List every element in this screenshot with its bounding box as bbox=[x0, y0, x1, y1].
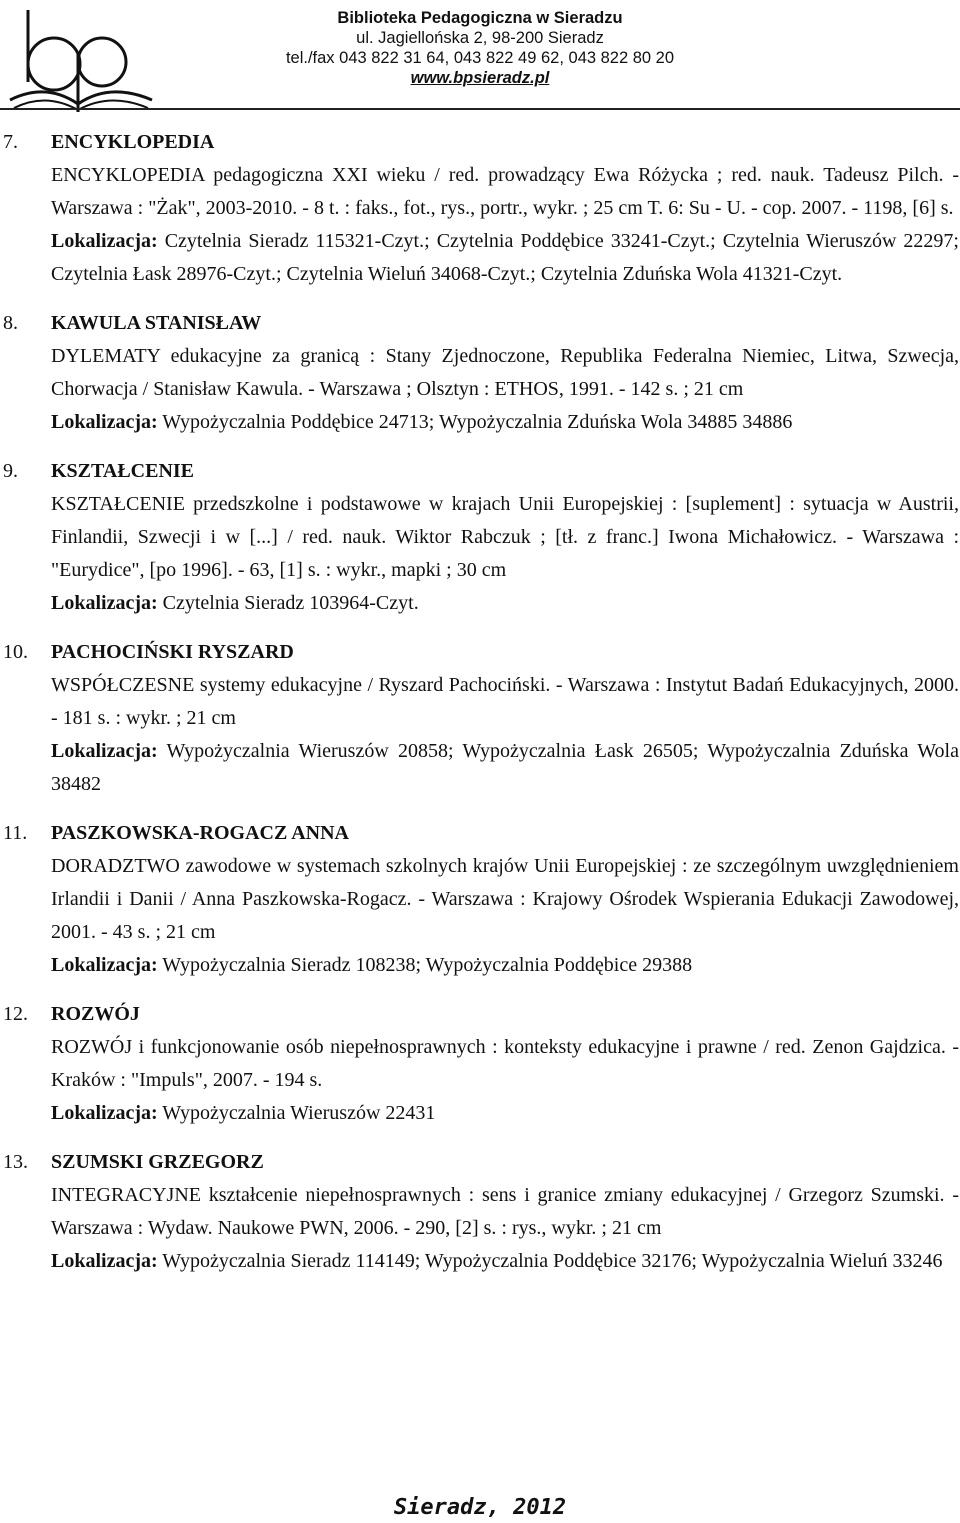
library-name: Biblioteka Pedagogiczna w Sieradzu bbox=[337, 9, 623, 27]
entry-heading: ENCYKLOPEDIA bbox=[51, 131, 215, 153]
entry-number: 9. bbox=[3, 460, 18, 482]
entry-description: DORADZTWO zawodowe w systemach szkolnych krajów Unii Europejskiej : ze szczególnym uwzględnieniem Irlandii i Danii / Anna Paszkowska-Rogacz. - Warszawa : Krajowy Ośrodek Wspierania Edukacji Zawodowej, 2001. - 43 s. ; 21 cm bbox=[51, 855, 959, 943]
entry-heading: KSZTAŁCENIE bbox=[51, 460, 195, 482]
entry-heading: KAWULA STANISŁAW bbox=[51, 312, 262, 334]
list-item bbox=[0, 817, 960, 982]
entry-location bbox=[51, 587, 959, 620]
entry-description: DYLEMATY edukacyjne za granicą : Stany Zjednoczone, Republika Federalna Niemiec, Litwa, Szwecja, Chorwacja / Stanisław Kawula. - Warszawa ; Olsztyn : ETHOS, 1991. - 142 s. ; 21 cm bbox=[51, 345, 959, 400]
library-phone: tel./fax 043 822 31 64, 043 822 49 62, 043 822 80 20 bbox=[285, 49, 675, 67]
entry-heading: PACHOCIŃSKI RYSZARD bbox=[51, 641, 294, 663]
entry-location bbox=[51, 949, 959, 982]
bibliography-list bbox=[0, 126, 960, 1294]
location-label: Lokalizacja: bbox=[51, 411, 158, 433]
location-label: Lokalizacja: bbox=[51, 1250, 158, 1272]
location-text: Wypożyczalnia Poddębice 24713; Wypożyczalnia Zduńska Wola 34885 34886 bbox=[162, 411, 793, 433]
library-website-link[interactable]: www.bpsieradz.pl bbox=[410, 69, 550, 87]
entry-location bbox=[51, 735, 959, 801]
list-item bbox=[0, 455, 960, 620]
library-info bbox=[270, 8, 690, 88]
location-label: Lokalizacja: bbox=[51, 1102, 158, 1124]
list-item bbox=[0, 307, 960, 439]
entry-description: WSPÓŁCZESNE systemy edukacyjne / Ryszard Pachociński. - Warszawa : Instytut Badań Edukacyjnych, 2000. - 181 s. : wykr. ; 21 cm bbox=[51, 674, 959, 729]
entry-description: ROZWÓJ i funkcjonowanie osób niepełnosprawnych : konteksty edukacyjne i prawne / red. Zenon Gajdzica. - Kraków : "Impuls", 2007. - 194 s. bbox=[51, 1036, 959, 1091]
location-text: Wypożyczalnia Sieradz 114149; Wypożyczalnia Poddębice 32176; Wypożyczalnia Wieluń 33246 bbox=[162, 1250, 943, 1272]
location-text: Czytelnia Sieradz 103964-Czyt. bbox=[162, 592, 419, 614]
location-text: Wypożyczalnia Wieruszów 22431 bbox=[162, 1102, 436, 1124]
entry-description: INTEGRACYJNE kształcenie niepełnosprawnych : sens i granice zmiany edukacyjnej / Grzegorz Szumski. - Warszawa : Wydaw. Naukowe PWN, 2006. - 290, [2] s. : rys., wykr. ; 21 cm bbox=[51, 1184, 959, 1239]
entry-number: 11. bbox=[3, 822, 28, 844]
library-address: ul. Jagiellońska 2, 98-200 Sieradz bbox=[356, 29, 604, 47]
entry-number: 7. bbox=[3, 131, 18, 153]
entry-heading: PASZKOWSKA-ROGACZ ANNA bbox=[51, 822, 349, 844]
location-label: Lokalizacja: bbox=[51, 954, 158, 976]
entry-number: 10. bbox=[3, 641, 28, 663]
page-header bbox=[0, 0, 960, 120]
location-label: Lokalizacja: bbox=[51, 230, 158, 252]
entry-description: KSZTAŁCENIE przedszkolne i podstawowe w krajach Unii Europejskiej : [suplement] : sytuacja w Austrii, Finlandii, Szwecji i w [...] / red. nauk. Wiktor Rabczuk ; [tł. z franc.] Iwona Michałowicz. - Warszawa : "Eurydice", [po 1996]. - 63, [1] s. : wykr., mapki ; 30 cm bbox=[51, 493, 959, 581]
location-text: Czytelnia Sieradz 115321-Czyt.; Czytelnia Poddębice 33241-Czyt.; Czytelnia Wieruszów 22297; Czytelnia Łask 28976-Czyt.; Czytelnia Wieluń 34068-Czyt.; Czytelnia Zduńska Wola 41321-Czyt. bbox=[51, 230, 959, 285]
entry-number: 8. bbox=[3, 312, 18, 334]
location-label: Lokalizacja: bbox=[51, 592, 158, 614]
entry-number: 12. bbox=[3, 1003, 28, 1025]
list-item bbox=[0, 1146, 960, 1278]
entry-location bbox=[51, 1245, 959, 1278]
entry-heading: ROZWÓJ bbox=[51, 1003, 140, 1025]
bp-logo bbox=[6, 4, 156, 116]
location-label: Lokalizacja: bbox=[51, 740, 158, 762]
location-text: Wypożyczalnia Wieruszów 20858; Wypożyczalnia Łask 26505; Wypożyczalnia Zduńska Wola 38482 bbox=[51, 740, 959, 795]
entry-location bbox=[51, 1097, 959, 1130]
page-footer: Sieradz, 2012 bbox=[393, 1495, 567, 1520]
entry-number: 13. bbox=[3, 1151, 28, 1173]
header-divider bbox=[0, 108, 960, 110]
list-item bbox=[0, 126, 960, 291]
location-text: Wypożyczalnia Sieradz 108238; Wypożyczalnia Poddębice 29388 bbox=[162, 954, 693, 976]
entry-location bbox=[51, 225, 959, 291]
entry-description: ENCYKLOPEDIA pedagogiczna XXI wieku / red. prowadzący Ewa Różycka ; red. nauk. Tadeusz Pilch. - Warszawa : "Żak", 2003-2010. - 8 t. : faks., fot., rys., portr., wykr. ; 25 cm T. 6: Su - U. - cop. 2007. - 1198, [6] s. bbox=[51, 164, 959, 219]
entry-location bbox=[51, 406, 959, 439]
list-item bbox=[0, 636, 960, 801]
entry-heading: SZUMSKI GRZEGORZ bbox=[51, 1151, 264, 1173]
list-item bbox=[0, 998, 960, 1130]
